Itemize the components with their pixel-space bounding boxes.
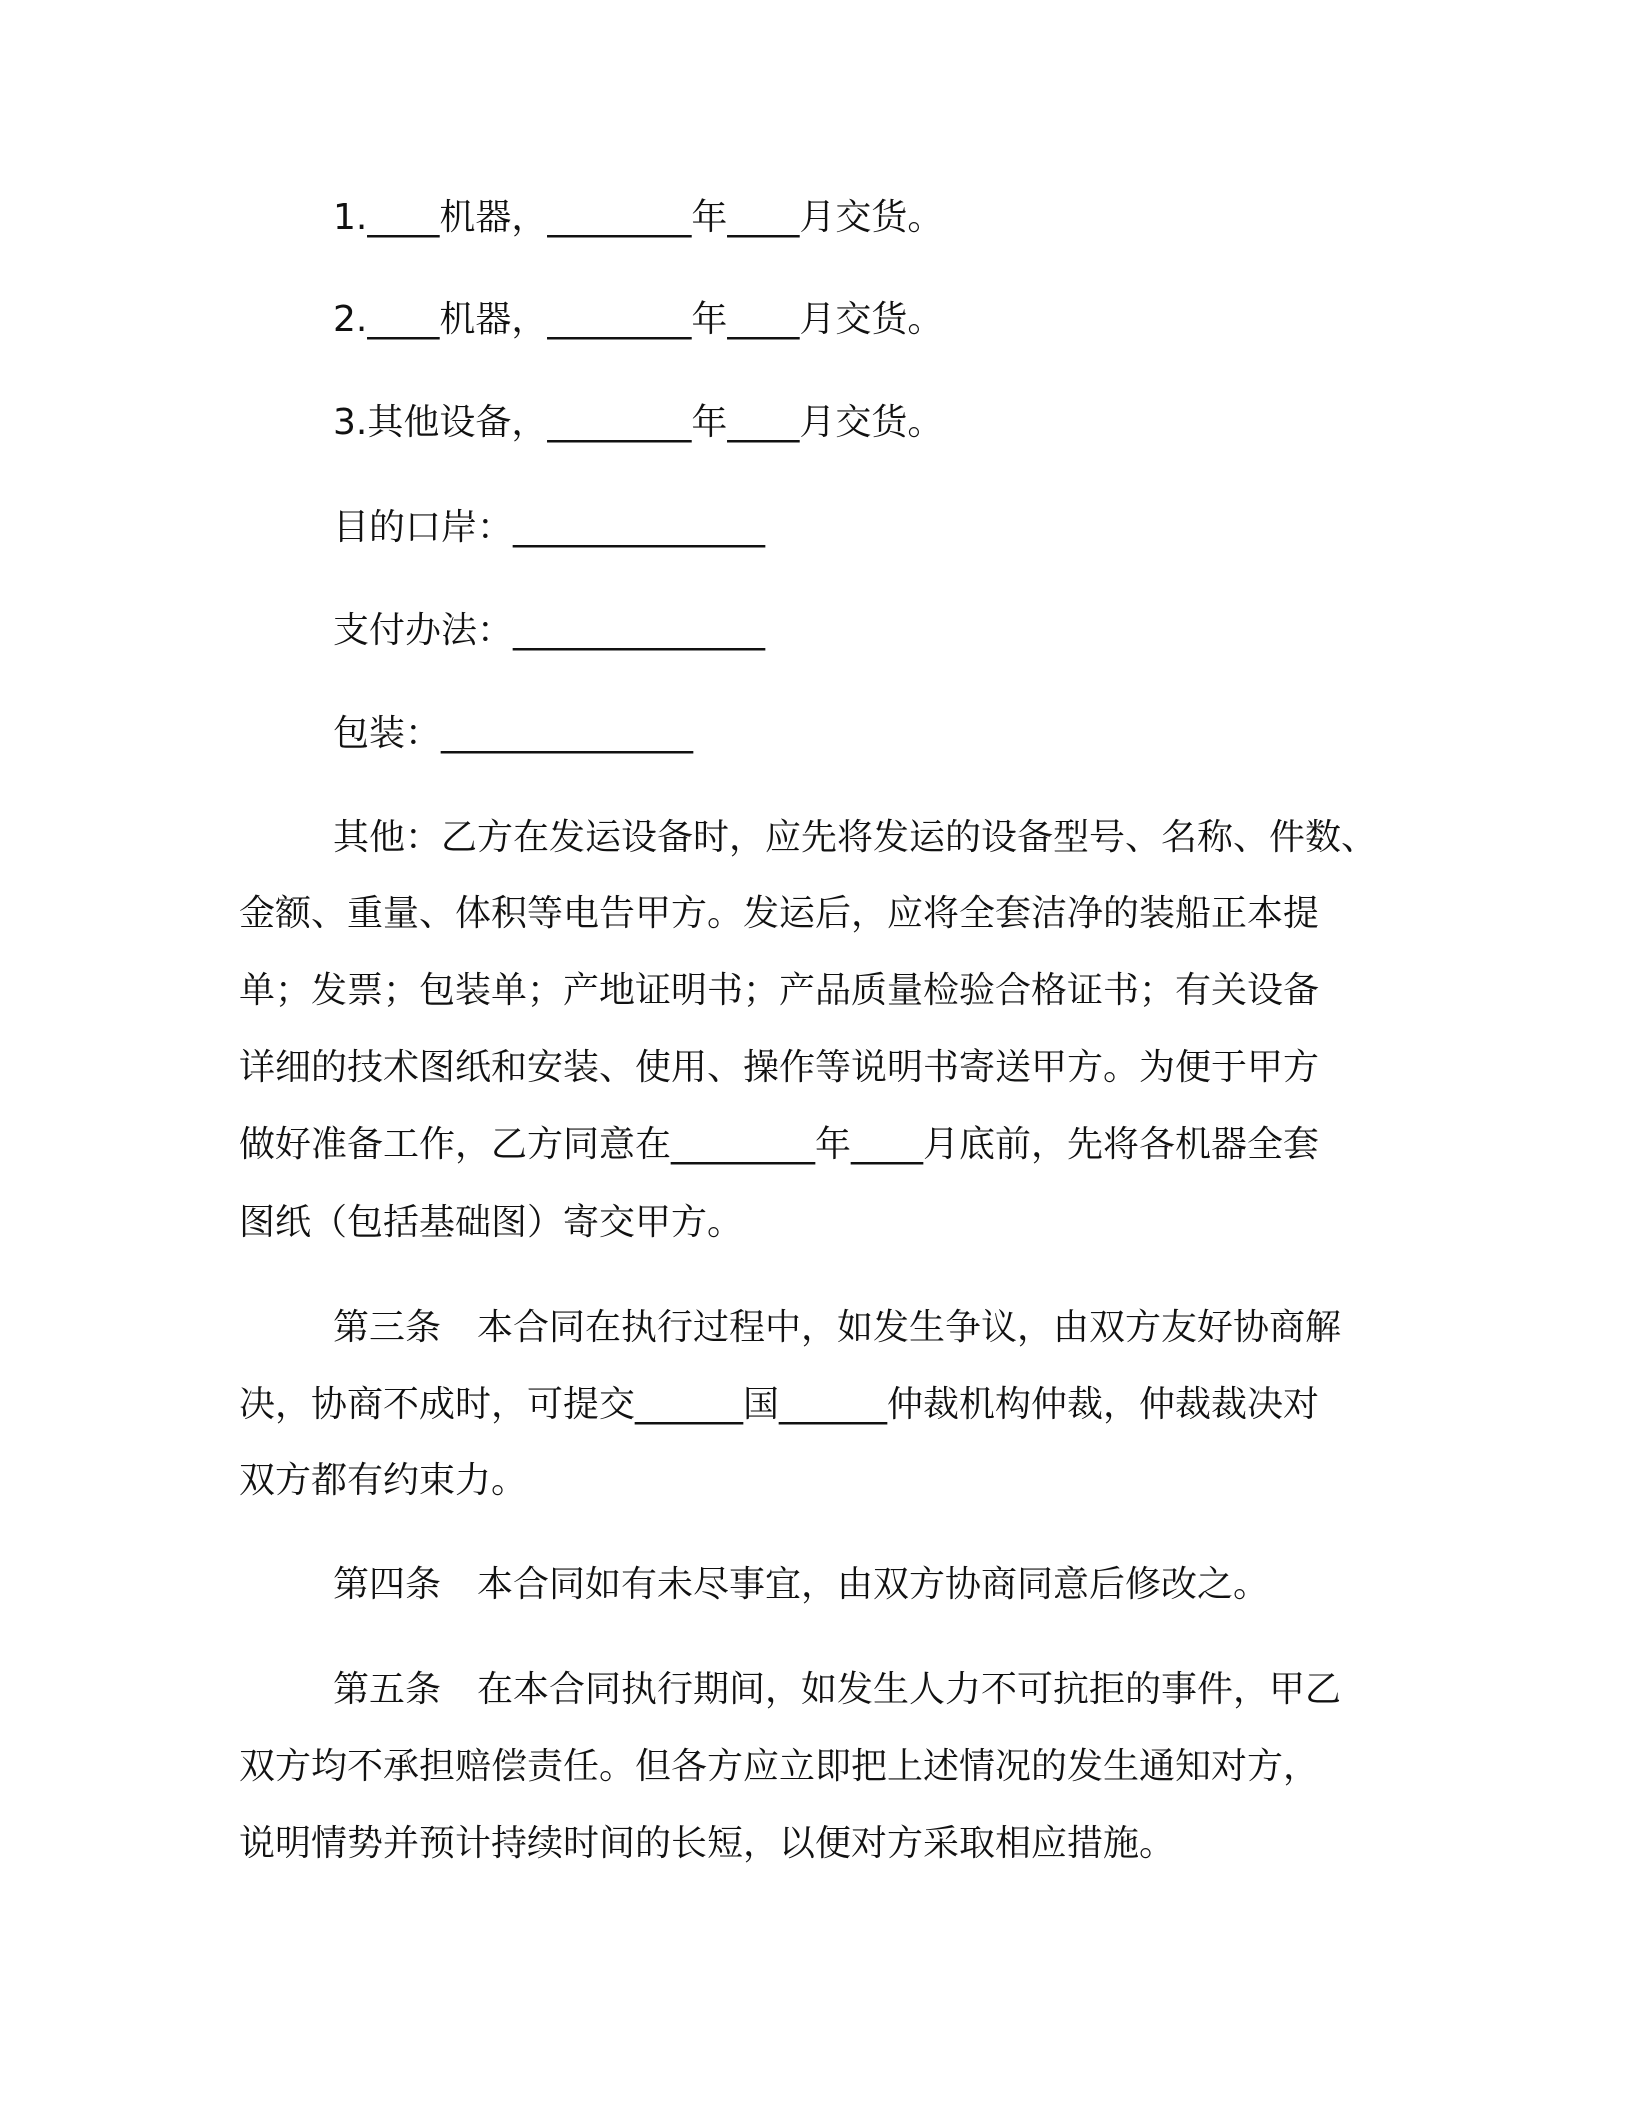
- other-paragraph-line: 详细的技术图纸和安装、使用、操作等说明书寄送甲方。为便于甲方: [239, 1047, 1320, 1088]
- delivery-item-3: 3.其他设备，________年____月交货。: [333, 402, 944, 443]
- other-paragraph-line: 单；发票；包装单；产地证明书；产品质量检验合格证书；有关设备: [239, 970, 1320, 1011]
- payment-method-line: 支付办法：______________: [333, 610, 766, 651]
- article-3-line: 决，协商不成时，可提交______国______仲裁机构仲裁，仲裁裁决对: [239, 1384, 1320, 1425]
- other-paragraph-line: 做好准备工作，乙方同意在________年____月底前，先将各机器全套: [239, 1124, 1320, 1165]
- article-5-line: 第五条 在本合同执行期间，如发生人力不可抗拒的事件，甲乙: [333, 1669, 1342, 1710]
- other-paragraph-line: 图纸（包括基础图）寄交甲方。: [239, 1202, 744, 1243]
- packaging-line: 包装：______________: [333, 713, 694, 754]
- delivery-item-1: 1.____机器，________年____月交货。: [333, 197, 944, 238]
- delivery-item-2: 2.____机器，________年____月交货。: [333, 299, 944, 340]
- article-3-line: 第三条 本合同在执行过程中，如发生争议，由双方友好协商解: [333, 1307, 1342, 1348]
- other-paragraph-line: 其他：乙方在发运设备时，应先将发运的设备型号、名称、件数、: [333, 817, 1378, 858]
- other-paragraph-line: 金额、重量、体积等电告甲方。发运后，应将全套洁净的装船正本提: [239, 893, 1320, 934]
- article-5-line: 说明情势并预计持续时间的长短，以便对方采取相应措施。: [239, 1823, 1176, 1864]
- destination-port-line: 目的口岸：______________: [333, 507, 766, 548]
- article-3-line: 双方都有约束力。: [239, 1460, 528, 1501]
- article-5-line: 双方均不承担赔偿责任。但各方应立即把上述情况的发生通知对方，: [239, 1746, 1320, 1787]
- article-4-line: 第四条 本合同如有未尽事宜，由双方协商同意后修改之。: [333, 1564, 1270, 1605]
